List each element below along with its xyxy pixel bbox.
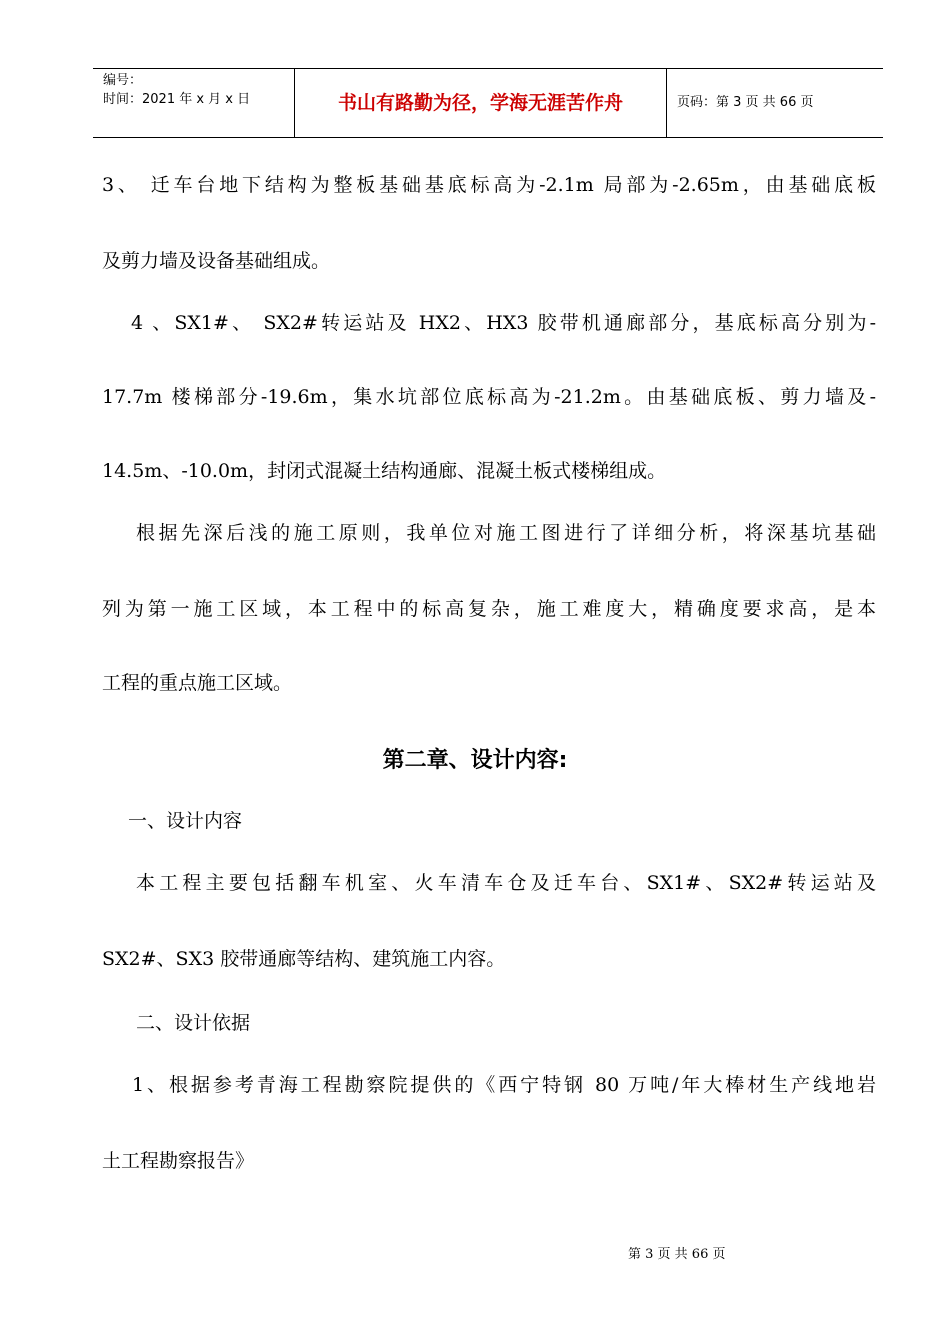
header-page-number: 页码：第 3 页 共 66 页 — [677, 95, 814, 110]
header-page-cell — [667, 69, 883, 137]
header-motto: 书山有路勤为径，学海无涯苦作舟 — [337, 92, 623, 114]
section-1-title: 一、设计内容 — [128, 810, 243, 832]
paragraph-5-line-1: 根据先深后浅的施工原则，我单位对施工图进行了详细分析，将深基坑基础 — [136, 522, 876, 544]
chapter-title: 第二章、设计内容: — [382, 748, 568, 773]
document-number-label: 编号： — [103, 73, 143, 88]
header-meta-cell — [93, 69, 295, 137]
paragraph-5-line-2: 列为第一施工区域，本工程中的标高复杂，施工难度大，精确度要求高，是本 — [102, 598, 876, 620]
header-motto-cell — [295, 69, 667, 137]
header-table — [93, 68, 883, 138]
document-time-label: 时间：2021 年 x 月 x 日 — [103, 92, 251, 107]
paragraph-4-line-3: 14.5m、-10.0m，封闭式混凝土结构通廊、混凝土板式楼梯组成。 — [102, 460, 667, 482]
section-1-line-2: SX2#、SX3 胶带通廊等结构、建筑施工内容。 — [102, 948, 506, 970]
paragraph-3-line-2: 及剪力墙及设备基础组成。 — [102, 250, 331, 272]
paragraph-4-line-1: 4 、SX1#、 SX2#转运站及 HX2、HX3 胶带机通廊部分，基底标高分别为- — [131, 312, 876, 334]
paragraph-3-line-1: 3、 迁车台地下结构为整板基础基底标高为-2.1m 局部为-2.65m，由基础底板 — [102, 174, 876, 196]
section-2-title: 二、设计依据 — [136, 1012, 251, 1034]
paragraph-5-line-3: 工程的重点施工区域。 — [102, 672, 293, 694]
section-2-line-1: 1、根据参考青海工程勘察院提供的《西宁特钢 80 万吨/年大棒材生产线地岩 — [132, 1074, 876, 1096]
section-1-line-1: 本工程主要包括翻车机室、火车清车仓及迁车台、SX1#、SX2#转运站及 — [136, 872, 876, 894]
section-2-line-2: 土工程勘察报告》 — [102, 1150, 255, 1172]
footer-page-number: 第 3 页 共 66 页 — [628, 1247, 726, 1262]
paragraph-4-line-2: 17.7m 楼梯部分-19.6m，集水坑部位底标高为-21.2m。由基础底板、剪力墙及- — [102, 386, 876, 408]
